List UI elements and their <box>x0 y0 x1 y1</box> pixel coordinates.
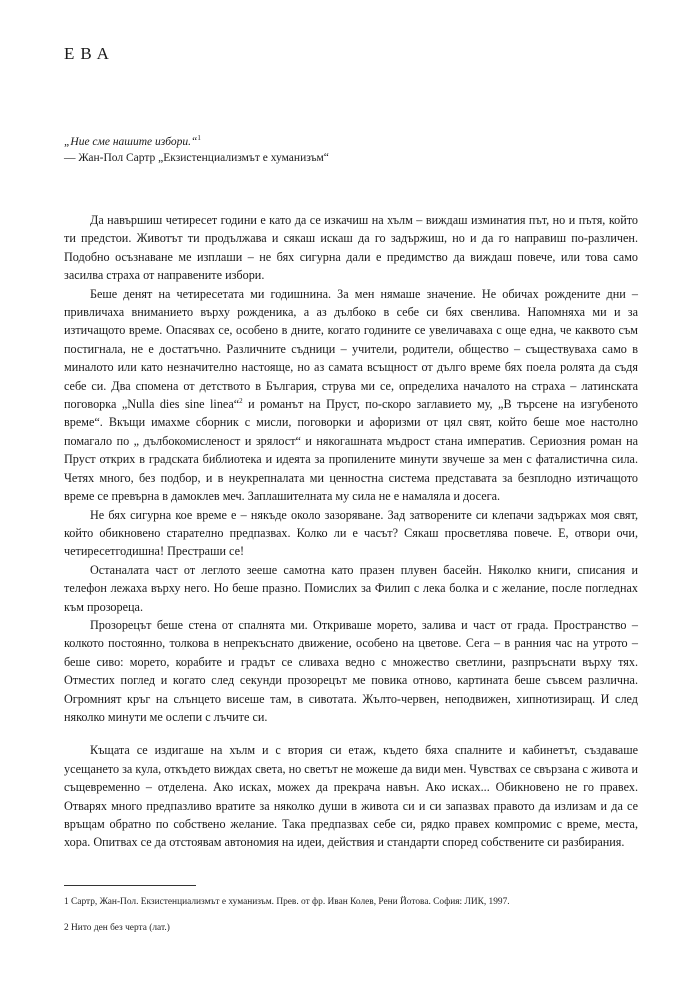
paragraph-5: Прозорецът беше стена от спалнята ми. Откриваше морето, залива и част от града. Пространство – колкото постоянно, толкова в непрекъснато движение, особено на цветове. Сега – в ранния час на утрото – беше сиво: морето, корабите и градът се сливаха ведно с множество светлини, разпръснати върху тях. Отместих поглед и когато след секунди прозорецът ме повика отново, картината беше съвсем различна. Огромният кръг на слънцето висеше там, в сивотата. Жълто-червен, неподвижен, хипнотизиращ. И след няколко минути ме ослепи с лъчите си. <box>64 617 638 724</box>
epigraph <box>64 134 329 166</box>
paragraph-2-part-1: Беше денят на четиресетата ми годишнина. За мен нямаше значение. Не обичах рождените дни – привличаха вниманието върху рожденика, а аз дълбоко в себе си бях свенлива. Напомняха ми и за изтичащото време. Опасявах се, особено в дните, когато годините се увеличаваха с още една, че каквото съм постигнала, не е достатъчно. Различните съдници – учители, родители, общество – съществуваха само в миналото или като незначително настояще, но аз самата всъщност от дълго време бях поела ролята да съдя себе си. Два спомена от детството в България, струва ми се, определиха началото на страха – латинската поговорка „Nulla dies sine linea“ <box>64 286 638 412</box>
paragraph-1: Да навършиш четиресет години е като да се изкачиш на хълм – виждаш изминатия път, но и пътя, който ти предстои. Животът ти продължава и сякаш искаш да го задържиш, но и да го направиш по-различен. Подобно осъзнаване ме изплаши – не бях сигурна дали е предимство да виждаш повече, или това само засилва страха от направените избори. <box>64 213 638 283</box>
footnote-ref-1: 1 <box>197 134 201 143</box>
footnote-2: 2 Нито ден без черта (лат.) <box>64 923 170 933</box>
paragraph-6: Къщата се издигаше на хълм и с втория си етаж, където бяха спалните и кабинетът, създаваше усещането за кула, откъдето виждах света, но светът не можеше да види мен. Чувствах се свързана с живота и същевременно – отделена. Ако исках, можех да прекрача навън. Ако исках... Обикновено не го правех. Отварях много предпазливо вратите за няколко души в живота си и си запазвах правото да излизам и да се връщам обратно по собствено желание. Така предпазвах себе си, рядко правех компромис с време, места, хора. Опитвах се да отстоявам автономия на идеи, действия и стандарти според собствените си разбирания. <box>64 743 638 850</box>
footnote-1: 1 Сартр, Жан-Пол. Екзистенциализмът е хуманизъм. Прев. от фр. Иван Колев, Рени Йотова. София: ЛИК, 1997. <box>64 897 510 907</box>
paragraph-4: Останалата част от леглото зееше самотна като празен плувен басейн. Няколко книги, списания и телефон лежаха върху него. Но беше празно. Помислих за Филип с лека болка и с желание, после погледнах към прозореца. <box>64 562 638 614</box>
paragraph-3: Не бях сигурна кое време е – някъде около зазоряване. Зад затворените си клепачи задържах моя свят, който обикновено старателно предпазвах. Колко ли е часът? Сякаш просветлява повече. Е, отвори очи, четиресетгодишна! Престраши се! <box>64 507 638 559</box>
paragraph-2-part-2: и романът на Пруст, по-скоро заглавието му, „В търсене на изгубеното време“. Вкъщи имахме сборник с мисли, поговорки и афоризми от цял свят, който беше мое настолно помагало по „ дълбокомисленост и зрялост“ и някогашната мъдрост стана императив. Сериозния роман на Пруст открих в градската библиотека и идеята за пропилените минути звучеше за мен с фаталистична сила. Четях много, без подбор, и в неукрепналата ми ценностна система представата за безплодно изтичащото време се превърна в дамоклев меч. Заплашителната му сила не е намаляла и досега. <box>64 397 638 504</box>
epigraph-quote <box>64 134 329 150</box>
paragraph-2 <box>64 285 638 506</box>
epigraph-attribution: — Жан-Пол Сартр „Екзистенциализмът е хуманизъм“ <box>64 152 329 164</box>
footnote-divider <box>64 885 196 886</box>
epigraph-quote-text: „Ние сме нашите избори.“ <box>64 136 198 148</box>
chapter-title: ЕВА <box>64 44 115 63</box>
footnote-ref-2: 2 <box>239 397 243 405</box>
body-text <box>64 211 638 852</box>
